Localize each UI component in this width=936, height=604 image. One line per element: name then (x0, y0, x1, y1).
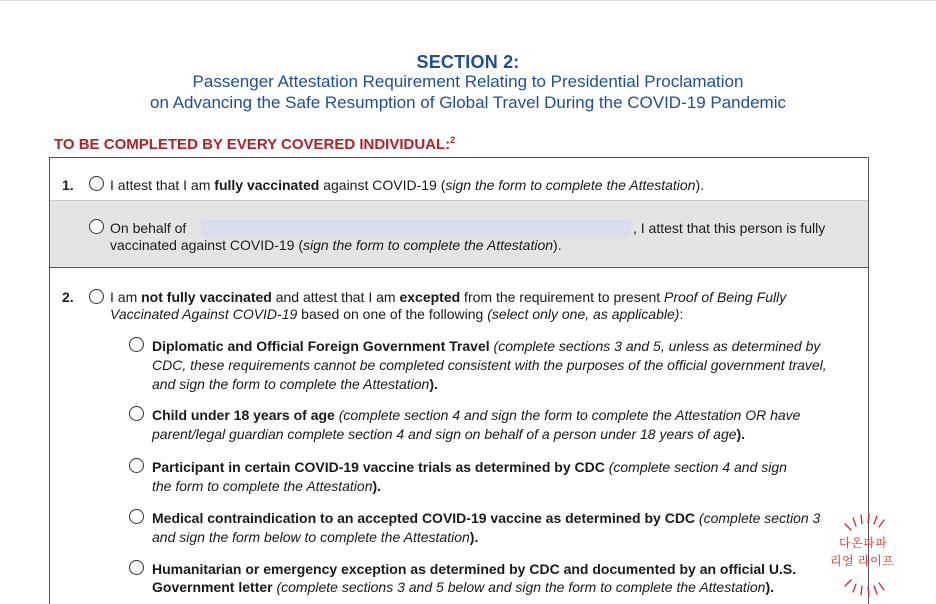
watermark-line1: 다온파파 (839, 536, 888, 550)
item2-radio[interactable] (89, 289, 104, 304)
option-medical-radio[interactable] (129, 509, 144, 524)
option-humanitarian-line1: Humanitarian or emergency exception as determined by CDC and documented by an official U.S. (152, 561, 797, 577)
top-divider (0, 0, 936, 1)
item1-self-label: I attest that I am fully vaccinated against COVID-19 (sign the form to complete the Attestation). (110, 177, 705, 193)
item2-number: 2. (62, 289, 74, 305)
item1-behalf-suffix: , I attest that this person is fully (633, 220, 826, 236)
option-medical-line1: Medical contraindication to an accepted COVID-19 vaccine as determined by CDC (complete section 3 (152, 510, 821, 526)
option-child-line2: parent/legal guardian complete section 4 and sign on behalf of a person under 18 years of age). (152, 426, 746, 442)
option-diplomatic-line1: Diplomatic and Official Foreign Government Travel (complete sections 3 and 5, unless as determined by (152, 338, 821, 354)
item2-line2: Vaccinated Against COVID-19 based on one of the following (select only one, as applicable): (110, 306, 684, 322)
option-diplomatic-line3: and sign the form to complete the Attestation). (152, 376, 438, 392)
section-heading: SECTION 2: (416, 52, 520, 72)
option-trials-line2: the form to complete the Attestation). (152, 478, 382, 494)
item1-behalf-radio[interactable] (89, 219, 104, 234)
option-child-line1: Child under 18 years of age (complete section 4 and sign the form to complete the Attestation OR have (152, 407, 801, 423)
option-diplomatic-radio[interactable] (129, 337, 144, 352)
option-trials-radio[interactable] (129, 458, 144, 473)
behalf-name-field[interactable] (201, 220, 631, 237)
option-medical-line2: and sign the form below to complete the Attestation). (152, 529, 479, 545)
section-subtitle-line1: Passenger Attestation Requirement Relating to Presidential Proclamation (192, 72, 744, 91)
item1-behalf-label: On behalf of (110, 220, 187, 236)
option-humanitarian-radio[interactable] (129, 560, 144, 575)
option-trials-line1: Participant in certain COVID-19 vaccine trials as determined by CDC (complete section 4 and sign (152, 459, 787, 475)
watermark-line2: 리얼 라이프 (830, 554, 895, 568)
item1-behalf-line2: vaccinated against COVID-19 (sign the form to complete the Attestation). (110, 237, 562, 253)
option-humanitarian-line2: Government letter (complete sections 3 and 5 below and sign the form to complete the Attestation). (152, 579, 775, 595)
section-subtitle-line2: on Advancing the Safe Resumption of Global Travel During the COVID-19 Pandemic (150, 93, 786, 112)
item1-number: 1. (62, 177, 74, 193)
item2-line1: I am not fully vaccinated and attest that I am excepted from the requirement to present Proof of Being Fully (110, 289, 787, 305)
covered-individual-heading: TO BE COMPLETED BY EVERY COVERED INDIVIDUAL:$^2$ (54, 135, 456, 153)
option-child-radio[interactable] (129, 406, 144, 421)
item1-self-radio[interactable] (89, 176, 104, 191)
option-diplomatic-line2: CDC, these requirements cannot be completed consistent with the purposes of the official government travel, (152, 357, 827, 373)
footnote-marker: 2 (450, 135, 456, 145)
